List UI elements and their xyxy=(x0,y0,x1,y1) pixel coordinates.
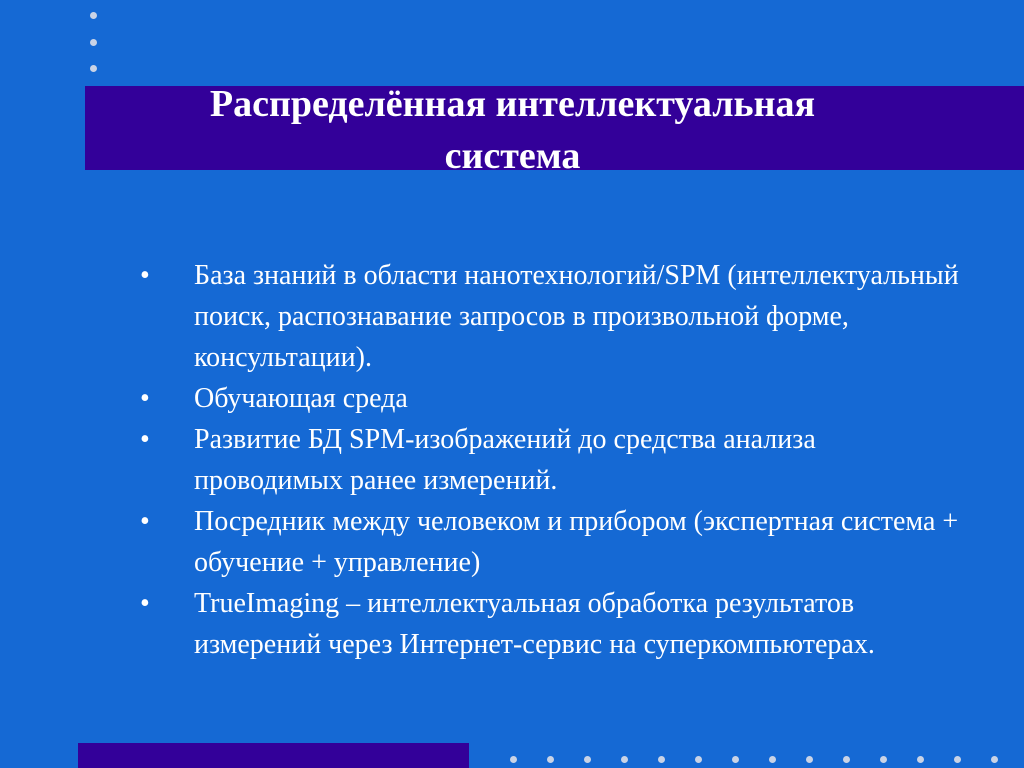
decor-dot xyxy=(658,756,665,763)
bottom-band xyxy=(78,743,469,768)
decor-dot xyxy=(90,12,97,19)
bullet-item xyxy=(140,583,960,665)
slide-title xyxy=(85,78,940,182)
bullet-icon: • xyxy=(140,588,150,619)
bullet-icon: • xyxy=(140,260,150,291)
decor-dot xyxy=(991,756,998,763)
bullet-icon: • xyxy=(140,506,150,537)
decor-dot xyxy=(547,756,554,763)
decor-dot xyxy=(732,756,739,763)
decor-dot xyxy=(621,756,628,763)
bullet-item xyxy=(140,378,960,419)
decor-dot xyxy=(954,756,961,763)
decor-dot xyxy=(510,756,517,763)
title-line-1: Распределённая интеллектуальная xyxy=(209,83,816,125)
decor-dot xyxy=(584,756,591,763)
bullet-text: Обучающая среда xyxy=(194,383,408,414)
bullet-text: TrueImaging – интеллектуальная обработка результатов измерений через Интернет-сервис на суперкомпьютерах. xyxy=(194,588,875,660)
bullet-item xyxy=(140,255,960,378)
decor-dot xyxy=(90,39,97,46)
decor-dot xyxy=(843,756,850,763)
bullet-text: Развитие БД SPM-изображений до средства анализа проводимых ранее измерений. xyxy=(194,424,816,496)
bullet-text: База знаний в области нанотехнологий/SPM (интеллектуальный поиск, распознавание запросов в произвольной форме, консультации). xyxy=(194,260,959,373)
decor-dot xyxy=(917,756,924,763)
decor-dot xyxy=(769,756,776,763)
decor-dot xyxy=(90,65,97,72)
bullet-item xyxy=(140,419,960,501)
bullet-list xyxy=(140,255,960,665)
bullet-icon: • xyxy=(140,383,150,414)
decor-dot xyxy=(880,756,887,763)
decor-dot xyxy=(806,756,813,763)
decor-dot xyxy=(695,756,702,763)
bullet-item xyxy=(140,501,960,583)
bullet-text: Посредник между человеком и прибором (экспертная система + обучение + управление) xyxy=(194,506,959,578)
bullet-icon: • xyxy=(140,424,150,455)
title-line-2: система xyxy=(444,135,581,177)
